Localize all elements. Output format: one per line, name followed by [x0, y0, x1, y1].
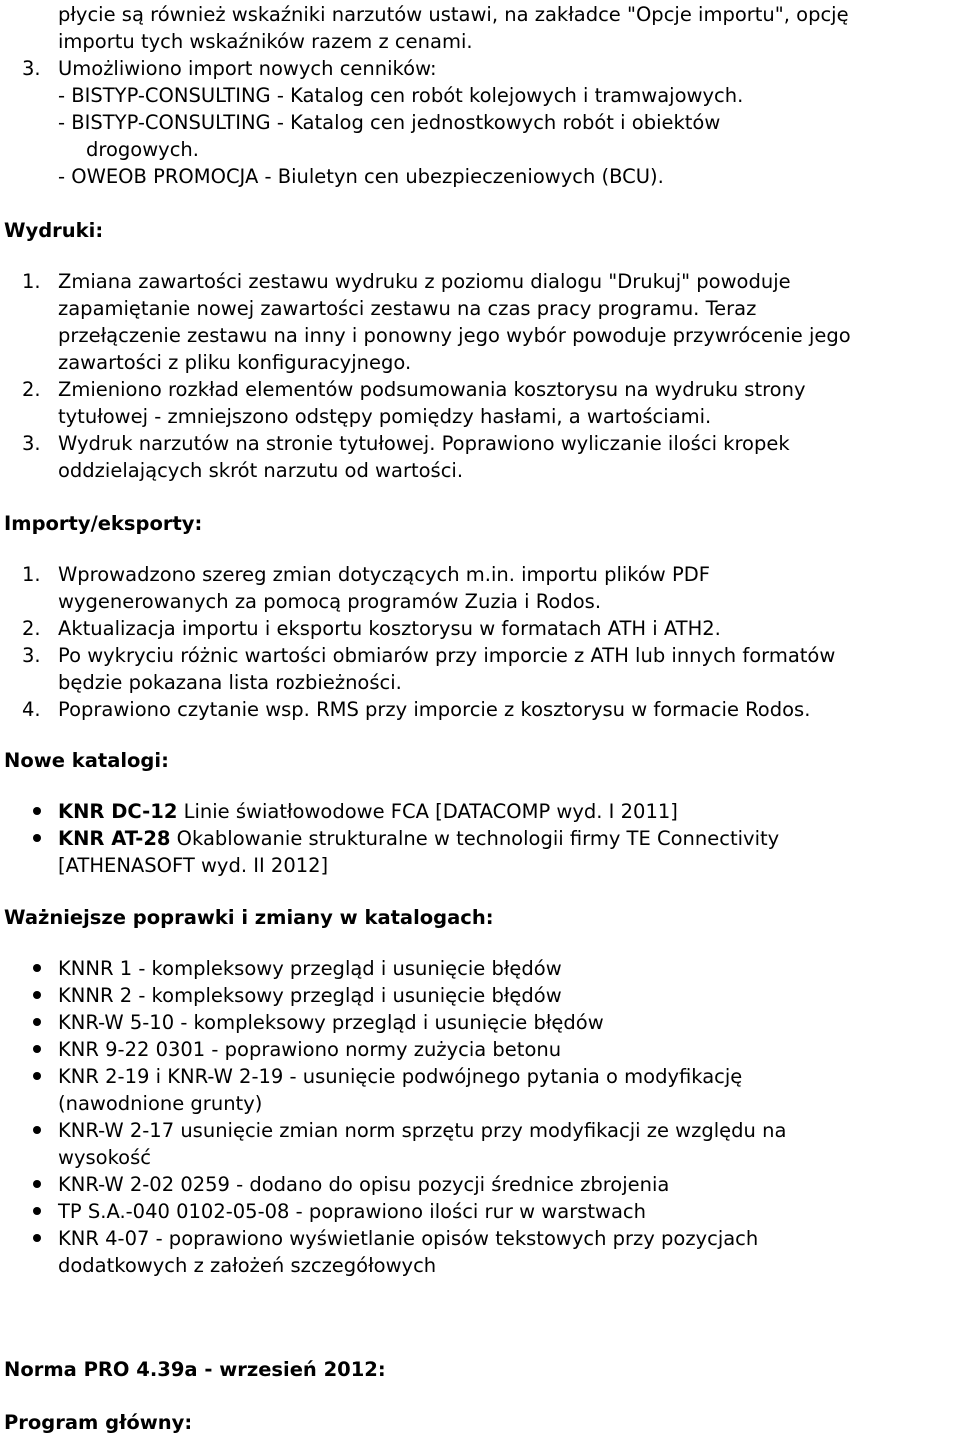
list-number: 3. [22, 644, 41, 667]
list-item-line: (nawodnione grunty) [58, 1092, 263, 1115]
section-heading-norma: Norma PRO 4.39a - wrzesień 2012: [4, 1358, 386, 1381]
catalog-code: KNR DC-12 [58, 800, 178, 823]
list-item-line: KNNR 1 - kompleksowy przegląd i usunięcie błędów [58, 957, 562, 980]
list-number: 1. [22, 563, 41, 586]
list-number: 3. [22, 57, 41, 80]
section-heading-nowe-katalogi: Nowe katalogi: [4, 749, 169, 772]
list-item-line: będzie pokazana lista rozbieżności. [58, 671, 402, 694]
sub-item: - BISTYP-CONSULTING - Katalog cen robót kolejowych i tramwajowych. [58, 84, 744, 107]
list-item-line: Wprowadzono szereg zmian dotyczących m.in. importu plików PDF [58, 563, 710, 586]
list-item-line: Zmieniono rozkład elementów podsumowania kosztorysu na wydruku strony [58, 378, 806, 401]
list-item-line: wygenerowanych za pomocą programów Zuzia i Rodos. [58, 590, 602, 613]
list-item-line: KNR-W 2-17 usunięcie zmian norm sprzętu przy modyfikacji ze względu na [58, 1119, 787, 1142]
list-item-line: tytułowej - zmniejszono odstępy pomiędzy hasłami, a wartościami. [58, 405, 712, 428]
list-number: 2. [22, 617, 41, 640]
section-heading-poprawki: Ważniejsze poprawki i zmiany w katalogach: [4, 906, 494, 929]
list-item-line: TP S.A.-040 0102-05-08 - poprawiono ilości rur w warstwach [58, 1200, 646, 1223]
list-item-line: Zmiana zawartości zestawu wydruku z poziomu dialogu "Drukuj" powoduje [58, 270, 791, 293]
list-item-line: [ATHENASOFT wyd. II 2012] [58, 854, 329, 877]
list-item-line: zapamiętanie nowej zawartości zestawu na czas pracy programu. Teraz [58, 297, 757, 320]
list-item-line: KNR 9-22 0301 - poprawiono normy zużycia betonu [58, 1038, 562, 1061]
list-item-line: zawartości z pliku konfiguracyjnego. [58, 351, 412, 374]
list-number: 3. [22, 432, 41, 455]
bullet-icon [33, 1207, 41, 1215]
paragraph-line: importu tych wskaźników razem z cenami. [58, 30, 473, 53]
list-item-text: Umożliwiono import nowych cenników: [58, 57, 437, 80]
list-item-line: przełączenie zestawu na inny i ponowny jego wybór powoduje przywrócenie jego [58, 324, 851, 347]
list-item-line: Aktualizacja importu i eksportu kosztorysu w formatach ATH i ATH2. [58, 617, 721, 640]
catalog-description: Linie światłowodowe FCA [DATACOMP wyd. I 2011] [177, 800, 678, 823]
list-item-line: Wydruk narzutów na stronie tytułowej. Poprawiono wyliczanie ilości kropek [58, 432, 790, 455]
sub-item: drogowych. [86, 138, 199, 161]
section-heading-program: Program główny: [4, 1411, 193, 1434]
list-number: 1. [22, 270, 41, 293]
list-item-line: KNR 4-07 - poprawiono wyświetlanie opisów tekstowych przy pozycjach [58, 1227, 759, 1250]
bullet-icon [33, 1018, 41, 1026]
list-number: 2. [22, 378, 41, 401]
list-item-line: Poprawiono czytanie wsp. RMS przy imporcie z kosztorysu w formacie Rodos. [58, 698, 811, 721]
section-heading-wydruki: Wydruki: [4, 219, 104, 242]
bullet-icon [33, 1180, 41, 1188]
catalog-code: KNR AT-28 [58, 827, 171, 850]
list-item-line: oddzielających skrót narzutu od wartości. [58, 459, 464, 482]
bullet-icon [33, 964, 41, 972]
sub-item: - OWEOB PROMOCJA - Biuletyn cen ubezpieczeniowych (BCU). [58, 165, 664, 188]
bullet-icon [33, 1072, 41, 1080]
bullet-icon [33, 1126, 41, 1134]
list-item-line: Po wykryciu różnic wartości obmiarów przy imporcie z ATH lub innych formatów [58, 644, 836, 667]
bullet-icon [33, 991, 41, 999]
list-item-line: wysokość [58, 1146, 151, 1169]
list-item [58, 798, 678, 825]
sub-item: - BISTYP-CONSULTING - Katalog cen jednostkowych robót i obiektów [58, 111, 721, 134]
bullet-icon [33, 807, 41, 815]
bullet-icon [33, 1045, 41, 1053]
catalog-description: Okablowanie strukturalne w technologii firmy TE Connectivity [170, 827, 780, 850]
list-item-line: KNNR 2 - kompleksowy przegląd i usunięcie błędów [58, 984, 562, 1007]
section-heading-importy: Importy/eksporty: [4, 512, 203, 535]
paragraph-line: płycie są również wskaźniki narzutów ustawi, na zakładce "Opcje importu", opcję [58, 3, 849, 26]
bullet-icon [33, 834, 41, 842]
list-item-line: KNR 2-19 i KNR-W 2-19 - usunięcie podwójnego pytania o modyfikację [58, 1065, 743, 1088]
bullet-icon [33, 1234, 41, 1242]
list-item-line: KNR-W 2-02 0259 - dodano do opisu pozycji średnice zbrojenia [58, 1173, 670, 1196]
list-item-line: dodatkowych z założeń szczegółowych [58, 1254, 437, 1277]
list-item-line: KNR-W 5-10 - kompleksowy przegląd i usunięcie błędów [58, 1011, 604, 1034]
list-number: 4. [22, 698, 41, 721]
list-item [58, 825, 779, 852]
